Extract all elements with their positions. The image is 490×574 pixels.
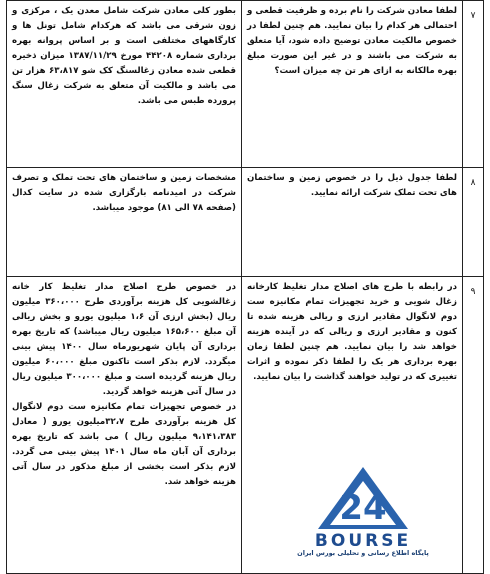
answer-cell: مشخصات زمین و ساختمان های تحت تملک و تصرف شرکت در امیدنامه بارگزاری شده در سایت کدال (صفحه ۷۸ الی ۸۱) موجود میباشد. bbox=[7, 168, 242, 277]
row-number: ۷ bbox=[463, 1, 484, 168]
answer-paragraph-2: در خصوص تجهیزات تمام مکانیزه ست دوم لانگوال کل هزینه برآوردی طرح ۳۲،۷میلیون یورو ( معادل ۹،۱۴۱،۳۸۳ میلیون ریال ) می باشد که تاریخ بهره برداری آن آبان ماه سال ۱۴۰۱ پیش بینی می گردد. لازم بذکر است بخشی از مبلغ مذکور در سال آتی هزینه خواهد شد. bbox=[12, 402, 237, 487]
logo-caption: پایگاه اطلاع رسانی و تحلیلی بورس ایران bbox=[297, 549, 429, 557]
bourse-logo-mark-icon bbox=[288, 463, 438, 533]
bourse-logo bbox=[288, 463, 438, 563]
table-row bbox=[7, 168, 484, 277]
question-text: در رابطه با طرح های اصلاح مدار تغلیظ کارخانه زغال شویی و خرید تجهیزات تمام مکانیزه ست دوم لانگوال مقادیر ارزی و ریالی هزینه شده تا کنون و مقادیر ارزی و ریالی که در آینده هزینه خواهد شد را بیان نمایید. هم چنین لطفا زمان بهره برداری هر یک را لطفا ذکر نموده و اثرات تغییری که در تولید خواهند گذاشت را بیان نمایید. bbox=[247, 282, 457, 382]
answer-cell bbox=[7, 277, 242, 574]
row-number: ۹ bbox=[463, 277, 484, 574]
question-cell: لطفا معادن شرکت را نام برده و ظرفیت قطعی و احتمالی هر کدام را بیان نمایید. هم چنین لطفا در خصوص مالکیت معادن توضیح داده شود، آیا متعلق به شرکت می باشند و در غیر این صورت مبلغ بهره مالکانه به ازای هر تن چه میزان است؟ bbox=[242, 1, 463, 168]
question-cell: لطفا جدول ذیل را در خصوص زمین و ساختمان های تحت تملک شرکت ارائه نمایید. bbox=[242, 168, 463, 277]
row-number: ۸ bbox=[463, 168, 484, 277]
table-row bbox=[7, 1, 484, 168]
answer-cell: بطور کلی معادن شرکت شامل معدن یک ، مرکزی و زون شرقی می باشد که هرکدام شامل تونل ها و کارگاههای مختلفی است و بر اساس پروانه بهره برداری شماره ۴۴۲۰۸ مورخ ۱۳۸۷/۱۱/۲۹ میزان ذخیره قطعی شده معادن زغالسنگ کک شو ۶۳،۸۱۷ هزار تن می باشد و مالکیت آن متعلق به شرکت زغال سنگ پرورده طبس می باشد. bbox=[7, 1, 242, 168]
answer-paragraph-1: در خصوص طرح اصلاح مدار تغلیظ کار خانه زغالشویی کل هزینه برآوردی طرح ۳۶۰،۰۰۰ میلیون ریال (بخش ارزی آن ۱،۶ میلیون یورو و بخش ریالی آن مبلغ ۱۶۵،۶۰۰ میلیون ریال میباشد) که تاریخ بهره برداری آن پایان شهریورماه سال ۱۴۰۰ پیش بینی میگردد. لازم بذکر است تاکنون مبلغ ۶۰،۰۰۰ میلیون ریال هزینه گردیده است و مبلغ ۳۰۰،۰۰۰ میلیون ریال در سال آتی هزینه خواهد گردید. bbox=[12, 282, 236, 397]
logo-wordmark: BOURSE bbox=[314, 531, 412, 551]
svg-text:24: 24 bbox=[339, 488, 387, 528]
